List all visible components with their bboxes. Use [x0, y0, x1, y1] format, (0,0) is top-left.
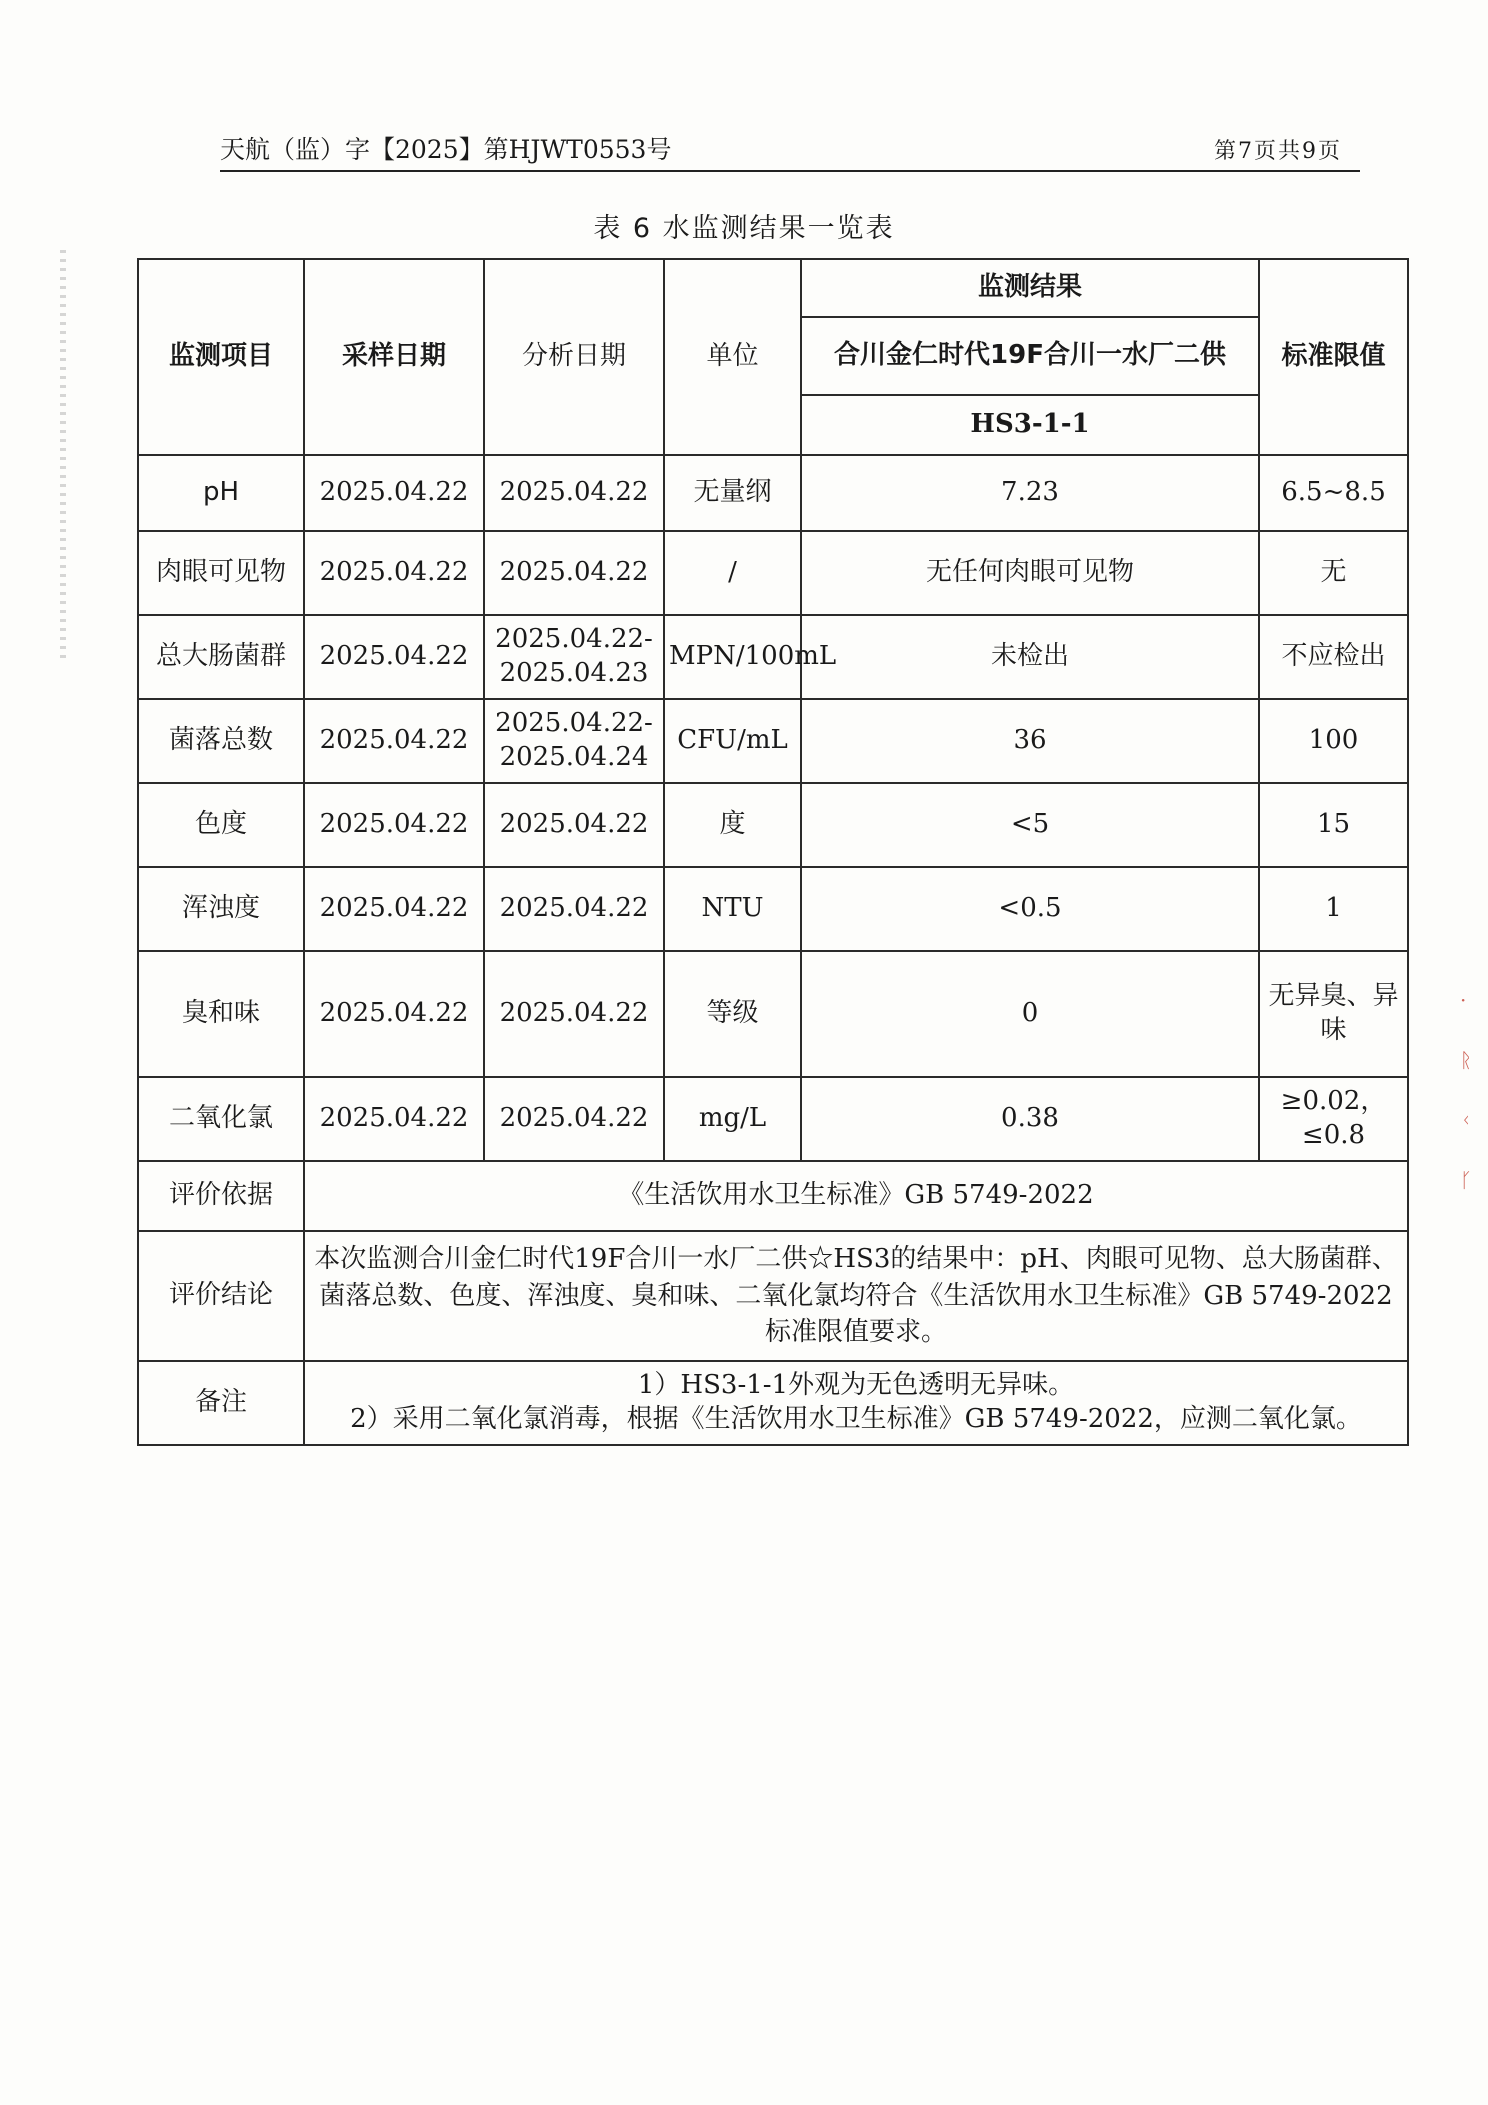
row-remarks	[138, 1361, 1408, 1445]
cell-limit: ≥0.02，≤0.8	[1259, 1077, 1408, 1161]
remark-2: 2）采用二氧化氯消毒，根据《生活饮用水卫生标准》GB 5749-2022，应测二氧化氯。	[350, 1404, 1362, 1434]
page-info: 第7页共9页	[1214, 139, 1342, 164]
header-sample-id: HS3-1-1	[801, 395, 1259, 455]
basis-value: 《生活饮用水卫生标准》GB 5749-2022	[304, 1161, 1408, 1231]
basis-label: 评价依据	[138, 1161, 304, 1231]
cell-sampling: 2025.04.22	[304, 699, 484, 783]
cell-result: 0.38	[801, 1077, 1259, 1161]
cell-analysis: 2025.04.22	[484, 531, 664, 615]
cell-unit: CFU/mL	[664, 699, 801, 783]
table-row	[138, 531, 1408, 615]
cell-analysis: 2025.04.22	[484, 455, 664, 531]
cell-result: 7.23	[801, 455, 1259, 531]
remark-1: 1）HS3-1-1外观为无色透明无异味。	[637, 1370, 1075, 1401]
cell-sampling: 2025.04.22	[304, 1077, 484, 1161]
cell-item: 总大肠菌群	[138, 615, 304, 699]
cell-limit: 不应检出	[1259, 615, 1408, 699]
table-row	[138, 1077, 1408, 1161]
conclusion-value: 本次监测合川金仁时代19F合川一水厂二供☆HS3的结果中：pH、肉眼可见物、总大肠菌群、菌落总数、色度、浑浊度、臭和味、二氧化氯均符合《生活饮用水卫生标准》GB 5749-2022标准限值要求。	[304, 1231, 1408, 1361]
cell-analysis: 2025.04.22	[484, 1077, 664, 1161]
cell-unit: mg/L	[664, 1077, 801, 1161]
cell-unit: 无量纲	[664, 455, 801, 531]
header-limit: 标准限值	[1259, 259, 1408, 455]
cell-item: 二氧化氯	[138, 1077, 304, 1161]
cell-item: 色度	[138, 783, 304, 867]
cell-analysis: 2025.04.22	[484, 951, 664, 1077]
table-title: 表 6 水监测结果一览表	[593, 213, 895, 244]
header-analysis-date: 分析日期	[484, 259, 664, 455]
remarks-value	[304, 1361, 1408, 1445]
cell-result: 无任何肉眼可见物	[801, 531, 1259, 615]
cell-sampling: 2025.04.22	[304, 867, 484, 951]
cell-item: 臭和味	[138, 951, 304, 1077]
cell-result: 36	[801, 699, 1259, 783]
cell-item: 浑浊度	[138, 867, 304, 951]
cell-limit: 15	[1259, 783, 1408, 867]
cell-unit: /	[664, 531, 801, 615]
header-unit: 单位	[664, 259, 801, 455]
table-row	[138, 783, 1408, 867]
cell-unit: 等级	[664, 951, 801, 1077]
cell-sampling: 2025.04.22	[304, 531, 484, 615]
table-row	[138, 615, 1408, 699]
cell-result: 未检出	[801, 615, 1259, 699]
cell-sampling: 2025.04.22	[304, 455, 484, 531]
cell-analysis: 2025.04.22-2025.04.23	[484, 615, 664, 699]
cell-item: pH	[138, 455, 304, 531]
cell-sampling: 2025.04.22	[304, 783, 484, 867]
page-header	[220, 126, 1360, 172]
cell-item: 菌落总数	[138, 699, 304, 783]
cell-limit: 1	[1259, 867, 1408, 951]
row-basis	[138, 1161, 1408, 1231]
cell-result: <0.5	[801, 867, 1259, 951]
table-row	[138, 455, 1408, 531]
header-result-group: 监测结果	[801, 259, 1259, 317]
header-sampling-date: 采样日期	[304, 259, 484, 455]
cell-analysis: 2025.04.22	[484, 867, 664, 951]
table-row	[138, 699, 1408, 783]
table-row	[138, 867, 1408, 951]
cell-analysis: 2025.04.22	[484, 783, 664, 867]
scan-artifact	[60, 250, 66, 660]
header-item: 监测项目	[138, 259, 304, 455]
cell-unit: 度	[664, 783, 801, 867]
cell-unit: NTU	[664, 867, 801, 951]
cell-result: 0	[801, 951, 1259, 1077]
stamp-edge: · ᚱ ᚲ ᚴ	[1460, 988, 1472, 1192]
cell-sampling: 2025.04.22	[304, 615, 484, 699]
cell-item: 肉眼可见物	[138, 531, 304, 615]
row-conclusion	[138, 1231, 1408, 1361]
cell-limit: 100	[1259, 699, 1408, 783]
results-table	[137, 258, 1409, 1446]
report-number: 天航（监）字【2025】第HJWT0553号	[220, 135, 672, 164]
cell-result: <5	[801, 783, 1259, 867]
header-location: 合川金仁时代19F合川一水厂二供	[801, 317, 1259, 395]
remarks-label: 备注	[138, 1361, 304, 1445]
cell-limit: 6.5~8.5	[1259, 455, 1408, 531]
conclusion-label: 评价结论	[138, 1231, 304, 1361]
cell-limit: 无	[1259, 531, 1408, 615]
cell-limit: 无异臭、异味	[1259, 951, 1408, 1077]
cell-unit: MPN/100mL	[664, 615, 801, 699]
cell-sampling: 2025.04.22	[304, 951, 484, 1077]
cell-analysis: 2025.04.22-2025.04.24	[484, 699, 664, 783]
table-row	[138, 951, 1408, 1077]
